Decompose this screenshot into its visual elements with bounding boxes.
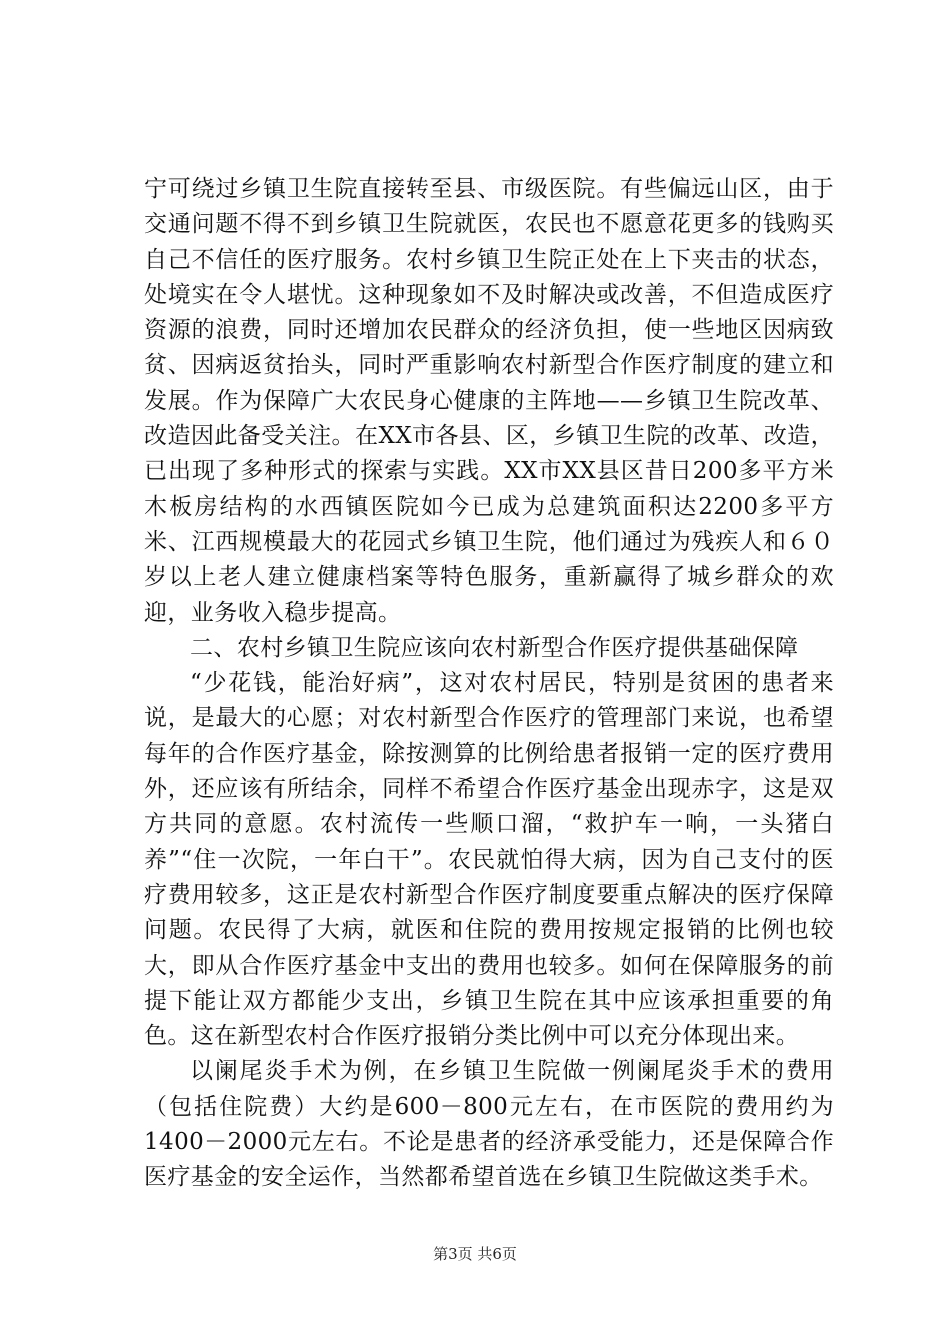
paragraph: 以阑尾炎手术为例，在乡镇卫生院做一例阑尾炎手术的费用（包括住院费）大约是600－800元左右，在市医院的费用约为1400－2000元左右。不论是患者的经济承受能力，还是保障合作医疗基金的安全运作，当然都希望首选在乡镇卫生院做这类手术。: [144, 1058, 834, 1191]
paragraph-continuation: 宁可绕过乡镇卫生院直接转至县、市级医院。有些偏远山区，由于交通问题不得不到乡镇卫生院就医，农民也不愿意花更多的钱购买自己不信任的医疗服务。农村乡镇卫生院正处在上下夹击的状态，处境实在令人堪忧。这种现象如不及时解决或改善，不但造成医疗资源的浪费，同时还增加农民群众的经济负担，使一些地区因病致贫、因病返贫抬头，同时严重影响农村新型合作医疗制度的建立和发展。作为保障广大农民身心健康的主阵地——乡镇卫生院改革、改造因此备受关注。在XX市各县、区，乡镇卫生院的改革、改造，已出现了多种形式的探索与实践。XX市XX县区昔日200多平方米木板房结构的水西镇医院如今已成为总建筑面积达2200多平方米、江西规模最大的花园式乡镇卫生院，他们通过为残疾人和６０岁以上老人建立健康档案等特色服务，重新赢得了城乡群众的欢迎，业务收入稳步提高。: [144, 176, 834, 626]
section-heading: 二、农村乡镇卫生院应该向农村新型合作医疗提供基础保障: [190, 634, 799, 661]
paragraph: “少花钱，能治好病”，这对农村居民，特别是贫困的患者来说，是最大的心愿；对农村新型合作医疗的管理部门来说，也希望每年的合作医疗基金，除按测算的比例给患者报销一定的医疗费用外，还应该有所结余，同样不希望合作医疗基金出现赤字，这是双方共同的意愿。农村流传一些顺口溜，“救护车一响，一头猪白养”“住一次院，一年白干”。农民就怕得大病，因为自己支付的医疗费用较多，这正是农村新型合作医疗制度要重点解决的医疗保障问题。农民得了大病，就医和住院的费用按规定报销的比例也较大，即从合作医疗基金中支出的费用也较多。如何在保障服务的前提下能让双方都能少支出，乡镇卫生院在其中应该承担重要的角色。这在新型农村合作医疗报销分类比例中可以充分体现出来。: [144, 670, 834, 1050]
page-number-footer: 第3页 共6页: [433, 1245, 517, 1263]
document-body: [144, 172, 834, 1196]
